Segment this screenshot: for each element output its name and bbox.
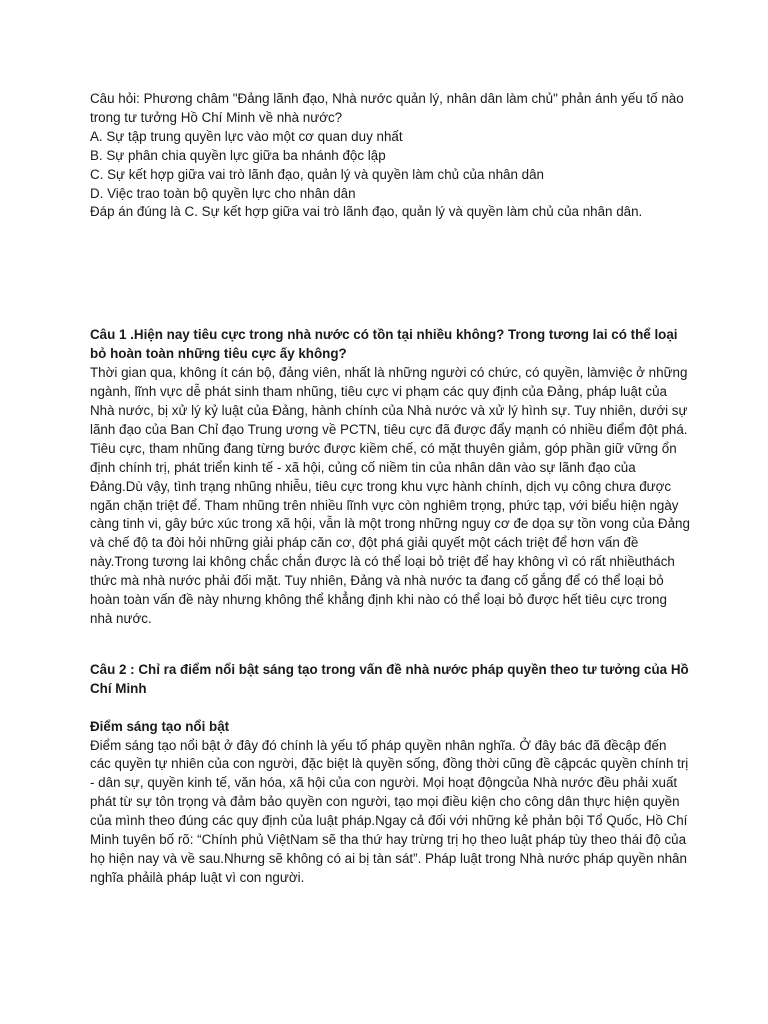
intro-answer: Đáp án đúng là C. Sự kết hợp giữa vai trò lãnh đạo, quản lý và quyền làm chủ của nhân dân.: [90, 204, 643, 220]
cau2-subsection: [90, 718, 690, 888]
intro-option-c: C. Sự kết hợp giữa vai trò lãnh đạo, quản lý và quyền làm chủ của nhân dân: [90, 166, 545, 182]
cau2-body: Điểm sáng tạo nổi bật ở đây đó chính là yếu tố pháp quyền nhân nghĩa. Ở đây bác đã đềcập đến các quyền tự nhiên của con người, đặc biệt là quyền sống, đồng thời cũng đề cậpcác quyền chính trị - dân sự, quyền kinh tế, văn hóa, xã hội của con người. Mọi hoạt độngcủa Nhà nước đều phải xuất phát từ sự tôn trọng và đảm bảo quyền con người, tạo mọi điều kiện cho công dân thực hiện quyền của mình theo đúng các quy định của luật pháp.Ngay cả đối với những kẻ phản bội Tổ Quốc, Hồ Chí Minh tuyên bố rõ: “Chính phủ ViệtNam sẽ tha thứ hay trừng trị họ theo luật pháp tùy theo thái độ của họ hiện nay và về sau.Nhưng sẽ không có ai bị tàn sát”. Pháp luật trong Nhà nước pháp quyền nhân nghĩa phảilà pháp luật vì con người.: [90, 737, 689, 885]
intro-option-a: A. Sự tập trung quyền lực vào một cơ quan duy nhất: [90, 128, 403, 144]
document-page: [90, 90, 690, 888]
cau2-heading: Câu 2 : Chỉ ra điểm nổi bật sáng tạo trong vấn đề nhà nước pháp quyền theo tư tưởng của Hồ Chí Minh: [90, 661, 689, 696]
intro-option-b: B. Sự phân chia quyền lực giữa ba nhánh độc lập: [90, 147, 386, 163]
intro-question-block: [90, 90, 690, 222]
cau2-section: [90, 661, 690, 888]
cau2-subheading: Điểm sáng tạo nổi bật: [90, 718, 230, 734]
cau1-heading: Câu 1 .Hiện nay tiêu cực trong nhà nước có tồn tại nhiều không? Trong tương lai có thể loại bỏ hoàn toàn những tiêu cực ấy không?: [90, 327, 678, 362]
intro-question-text: Câu hỏi: Phương châm "Đảng lãnh đạo, Nhà nước quản lý, nhân dân làm chủ" phản ánh yếu tố nào trong tư tưởng Hồ Chí Minh về nhà nước?: [90, 91, 684, 125]
intro-option-d: D. Việc trao toàn bộ quyền lực cho nhân dân: [90, 185, 356, 201]
cau1-body: Thời gian qua, không ít cán bộ, đảng viên, nhất là những người có chức, có quyền, làmviệc ở những ngành, lĩnh vực dễ phát sinh tham nhũng, tiêu cực vi phạm các quy định của Đảng, pháp luật của Nhà nước, bị xử lý kỷ luật của Đảng, hành chính của Nhà nước và xử lý hình sự. Tuy nhiên, dưới sự lãnh đạo của Ban Chỉ đạo Trung ương về PCTN, tiêu cực đã được đẩy mạnh có nhiều điểm đột phá. Tiêu cực, tham nhũng đang từng bước được kiềm chế, có mặt thuyên giảm, góp phần giữ vững ổn định chính trị, phát triển kinh tế - xã hội, củng cố niềm tin của nhân dân vào sự lãnh đạo của Đảng.Dù vậy, tình trạng nhũng nhiễu, tiêu cực trong khu vực hành chính, dịch vụ công chưa được ngăn chặn triệt để. Tham nhũng trên nhiều lĩnh vực còn nghiêm trọng, phức tạp, với biểu hiện ngày càng tinh vi, gây bức xúc trong xã hội, vẫn là một trong những nguy cơ đe dọa sự tồn vong của Đảng và chế độ ta đòi hỏi những giải pháp căn cơ, đột phá giải quyết một cách triệt để hơn vấn đề này.Trong tương lai không chắc chắn được là có thể loại bỏ triệt để hay không vì có rất nhiềuthách thức mà nhà nước phải đối mặt. Tuy nhiên, Đảng và nhà nước ta đang cố gắng để có thể loại bỏ hoàn toàn vấn đề này nhưng không thể khẳng định khi nào có thể loại bỏ được hết tiêu cực trong nhà nước.: [90, 365, 690, 626]
cau1-section: [90, 326, 690, 629]
